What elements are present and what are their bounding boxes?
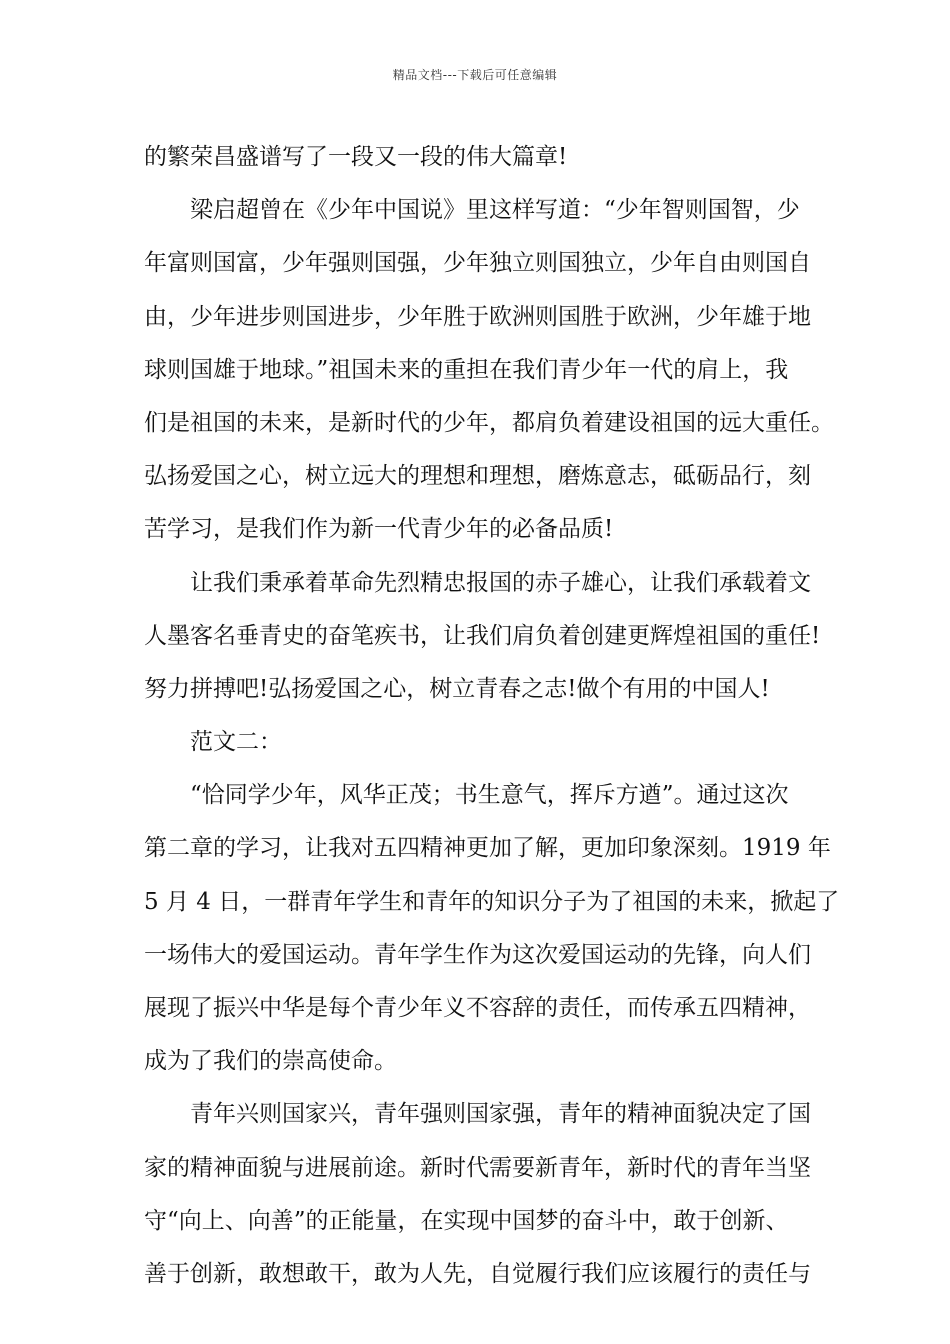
text-line: 让我们秉承着革命先烈精忠报国的赤子雄心，让我们承载着文 [190,569,811,596]
text-line: 青年兴则国家兴，青年强则国家强，青年的精神面貌决定了国 [190,1101,811,1128]
text-line: “恰同学少年，风华正茂；书生意气，挥斥方遒”。通过这次 [190,782,789,809]
text-line: 人墨客名垂青史的奋笔疾书，让我们肩负着创建更辉煌祖国的重任! [144,622,821,649]
text-line: 善于创新，敢想敢干，敢为人先，自觉履行我们应该履行的责任与 [144,1260,811,1287]
text-line: 球则国雄于地球。”祖国未来的重担在我们青少年一代的肩上，我 [144,356,789,383]
section-heading: 范文二： [190,729,282,756]
text-line: 成为了我们的崇高使命。 [144,1048,397,1075]
text-line: 一场伟大的爱国运动。青年学生作为这次爱国运动的先锋，向人们 [144,941,811,968]
text-line: 苦学习，是我们作为新一代青少年的必备品质! [144,516,614,543]
text-line: 们是祖国的未来，是新时代的少年，都肩负着建设祖国的远大重任。 [144,409,834,436]
text-line: 年富则国富，少年强则国强，少年独立则国独立，少年自由则国自 [144,250,811,277]
text-line: 由，少年进步则国进步，少年胜于欧洲则国胜于欧洲，少年雄于地 [144,303,811,330]
text-line: 家的精神面貌与进展前途。新时代需要新青年，新时代的青年当坚 [144,1154,811,1181]
text-line: 的繁荣昌盛谱写了一段又一段的伟大篇章! [144,144,568,170]
text-line: 5 月 4 日，一群青年学生和青年的知识分子为了祖国的未来，掀起了 [144,888,840,915]
page-header: 精品文档---下载后可任意编辑 [392,68,558,82]
text-line: 努力拼搏吧!弘扬爱国之心，树立青春之志!做个有用的中国人! [144,675,770,702]
text-line: 第二章的学习，让我对五四精神更加了解，更加印象深刻。1919 年 [144,835,831,862]
text-line: 守“向上、向善”的正能量，在实现中国梦的奋斗中，敢于创新、 [144,1207,789,1234]
text-line: 弘扬爱国之心，树立远大的理想和理想，磨炼意志，砥砺品行，刻 [144,463,811,490]
text-line: 展现了振兴中华是每个青少年义不容辞的责任，而传承五四精神， [144,995,811,1021]
body-text [144,131,840,1301]
text-line: 梁启超曾在《少年中国说》里这样写道：“少年智则国智，少 [190,197,800,224]
